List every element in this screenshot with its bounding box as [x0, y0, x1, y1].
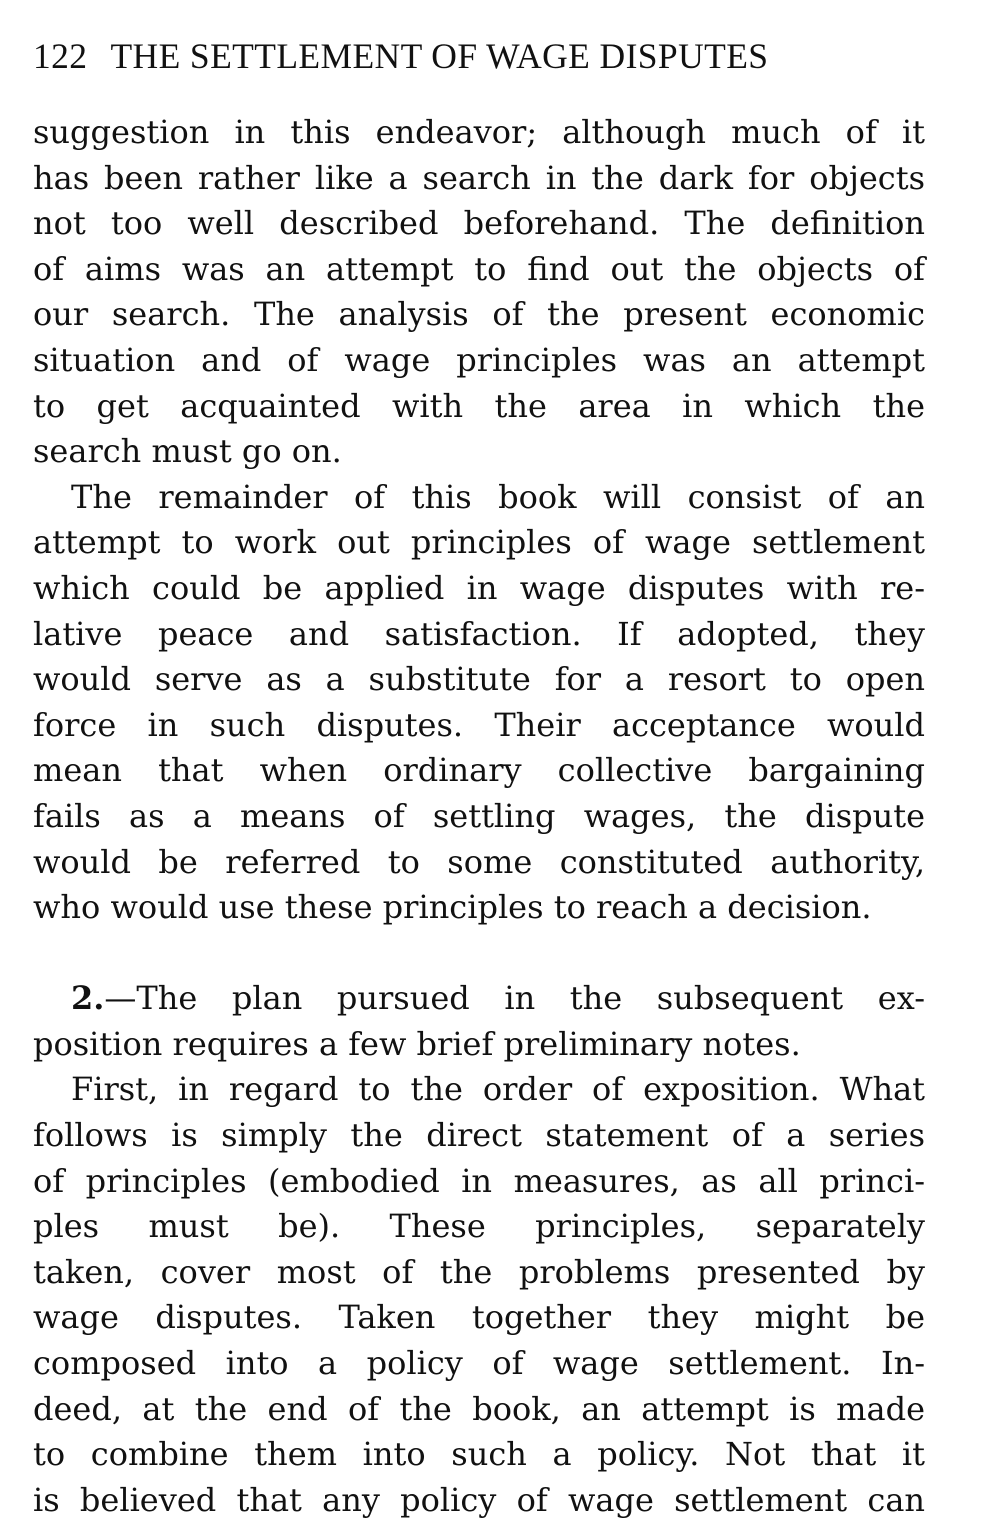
text-line: position requires a few brief preliminary notes.	[33, 1024, 801, 1063]
text-line: to combine them into such a policy. Not that it	[33, 1435, 925, 1474]
page-content	[33, 28, 925, 1523]
text-line: follows is simply the direct statement of a series	[33, 1116, 925, 1155]
body-text	[33, 110, 925, 1523]
text-line: deed, at the end of the book, an attempt is made	[33, 1389, 925, 1428]
paragraph-continued	[33, 110, 925, 475]
text-line: suggestion in this endeavor; although much of it	[33, 113, 925, 151]
text-line: has been rather like a search in the dark for objects	[33, 158, 925, 197]
text-line: mean that when ordinary collective bargaining	[33, 751, 925, 790]
text-line: wage disputes. Taken together they might be	[33, 1298, 925, 1337]
text-line: The remainder of this book will consist of an	[71, 477, 925, 516]
text-line: attempt to work out principles of wage settlement	[33, 523, 925, 562]
text-line: composed into a policy of wage settlement. In-	[33, 1344, 925, 1383]
paragraph-remainder	[33, 475, 925, 931]
text-line	[33, 976, 925, 1022]
running-head	[33, 28, 925, 84]
text-line: is believed that any policy of wage settlement can	[33, 1480, 925, 1519]
text-line: who would use these principles to reach a decision.	[33, 888, 872, 927]
text-line: which could be applied in wage disputes with re-	[33, 568, 925, 607]
section-number: 2.	[71, 979, 105, 1018]
text-line: our search. The analysis of the present economic	[33, 295, 925, 334]
paragraph-first	[33, 1067, 925, 1523]
text-line: force in such disputes. Their acceptance would	[33, 705, 925, 744]
text-line: fails as a means of settling wages, the dispute	[33, 796, 925, 835]
text-line: situation and of wage principles was an attempt	[33, 340, 925, 379]
text-line: would serve as a substitute for a resort to open	[33, 660, 925, 699]
section-break	[33, 931, 925, 977]
text-line: First, in regard to the order of exposition. What	[71, 1070, 925, 1109]
section-lead-text: —The plan pursued in the subsequent ex-	[104, 979, 925, 1018]
running-title: THE SETTLEMENT OF WAGE DISPUTES	[110, 36, 769, 76]
text-line: not too well described beforehand. The definition	[33, 204, 925, 243]
page-number: 122	[33, 36, 88, 76]
text-line: ples must be). These principles, separately	[33, 1207, 925, 1246]
text-line: lative peace and satisfaction. If adopted, they	[33, 614, 925, 653]
text-line: taken, cover most of the problems presented by	[33, 1252, 925, 1291]
text-line: to get acquainted with the area in which the	[33, 386, 925, 425]
text-line: of principles (embodied in measures, as all princi-	[33, 1161, 925, 1200]
text-line: search must go on.	[33, 432, 342, 471]
text-line: of aims was an attempt to find out the objects of	[33, 249, 925, 288]
text-line: would be referred to some constituted authority,	[33, 842, 925, 881]
paragraph-section-2	[33, 976, 925, 1067]
